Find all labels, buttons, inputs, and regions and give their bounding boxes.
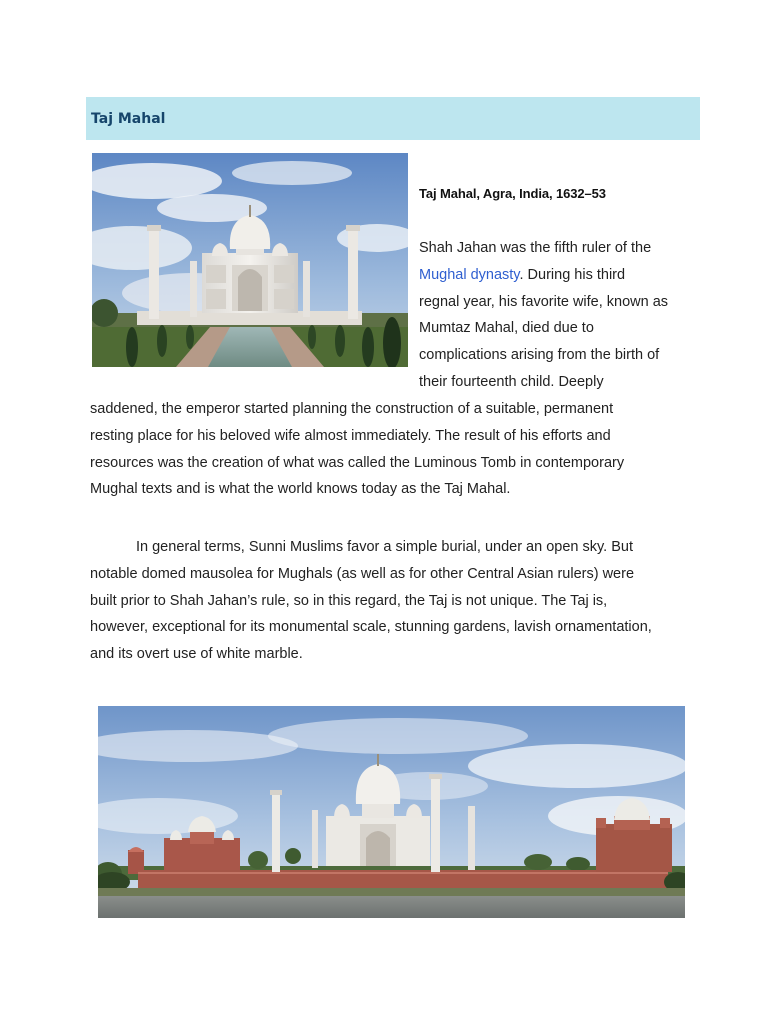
text-line: Mumtaz Mahal, died due to <box>419 320 594 337</box>
text-line <box>419 262 689 289</box>
text-line: and its overt use of white marble. <box>90 646 303 663</box>
text-line: regnal year, his favorite wife, known as <box>419 293 669 310</box>
paragraph-1-wrapped <box>419 235 689 396</box>
title-bar <box>86 97 700 140</box>
paragraph-1-continued <box>90 396 690 503</box>
text-segment: . During his third <box>519 266 626 283</box>
text-line: Mughal texts and is what the world knows today as the Taj Mahal. <box>90 481 511 498</box>
text-line: resources was the creation of what was called the Luminous Tomb in contemporary <box>90 454 625 471</box>
text-line <box>90 534 690 561</box>
paragraph-2 <box>90 534 690 668</box>
page-title: Taj Mahal <box>91 110 166 127</box>
mughal-dynasty-link[interactable]: Mughal dynasty <box>419 266 520 283</box>
text-line: complications arising from the birth of <box>419 347 660 364</box>
taj-mahal-riverside-photo <box>98 706 685 918</box>
text-line: saddened, the emperor started planning the construction of a suitable, permanent <box>90 401 614 417</box>
image-caption: Taj Mahal, Agra, India, 1632–53 <box>419 186 606 201</box>
text-line: resting place for his beloved wife almost immediately. The result of his efforts and <box>90 427 611 444</box>
text-line: notable domed mausolea for Mughals (as well as for other Central Asian rulers) were <box>90 565 635 582</box>
text-line: built prior to Shah Jahan’s rule, so in this regard, the Taj is not unique. The Taj is, <box>90 592 608 609</box>
text-line: Shah Jahan was the fifth ruler of the <box>419 240 652 256</box>
text-line: their fourteenth child. Deeply <box>419 373 604 390</box>
text-line: however, exceptional for its monumental scale, stunning gardens, lavish ornamentation, <box>90 619 652 636</box>
taj-mahal-front-photo <box>92 153 408 367</box>
text-segment: In general terms, Sunni Muslims favor a simple burial, under an open sky. But <box>136 539 633 555</box>
